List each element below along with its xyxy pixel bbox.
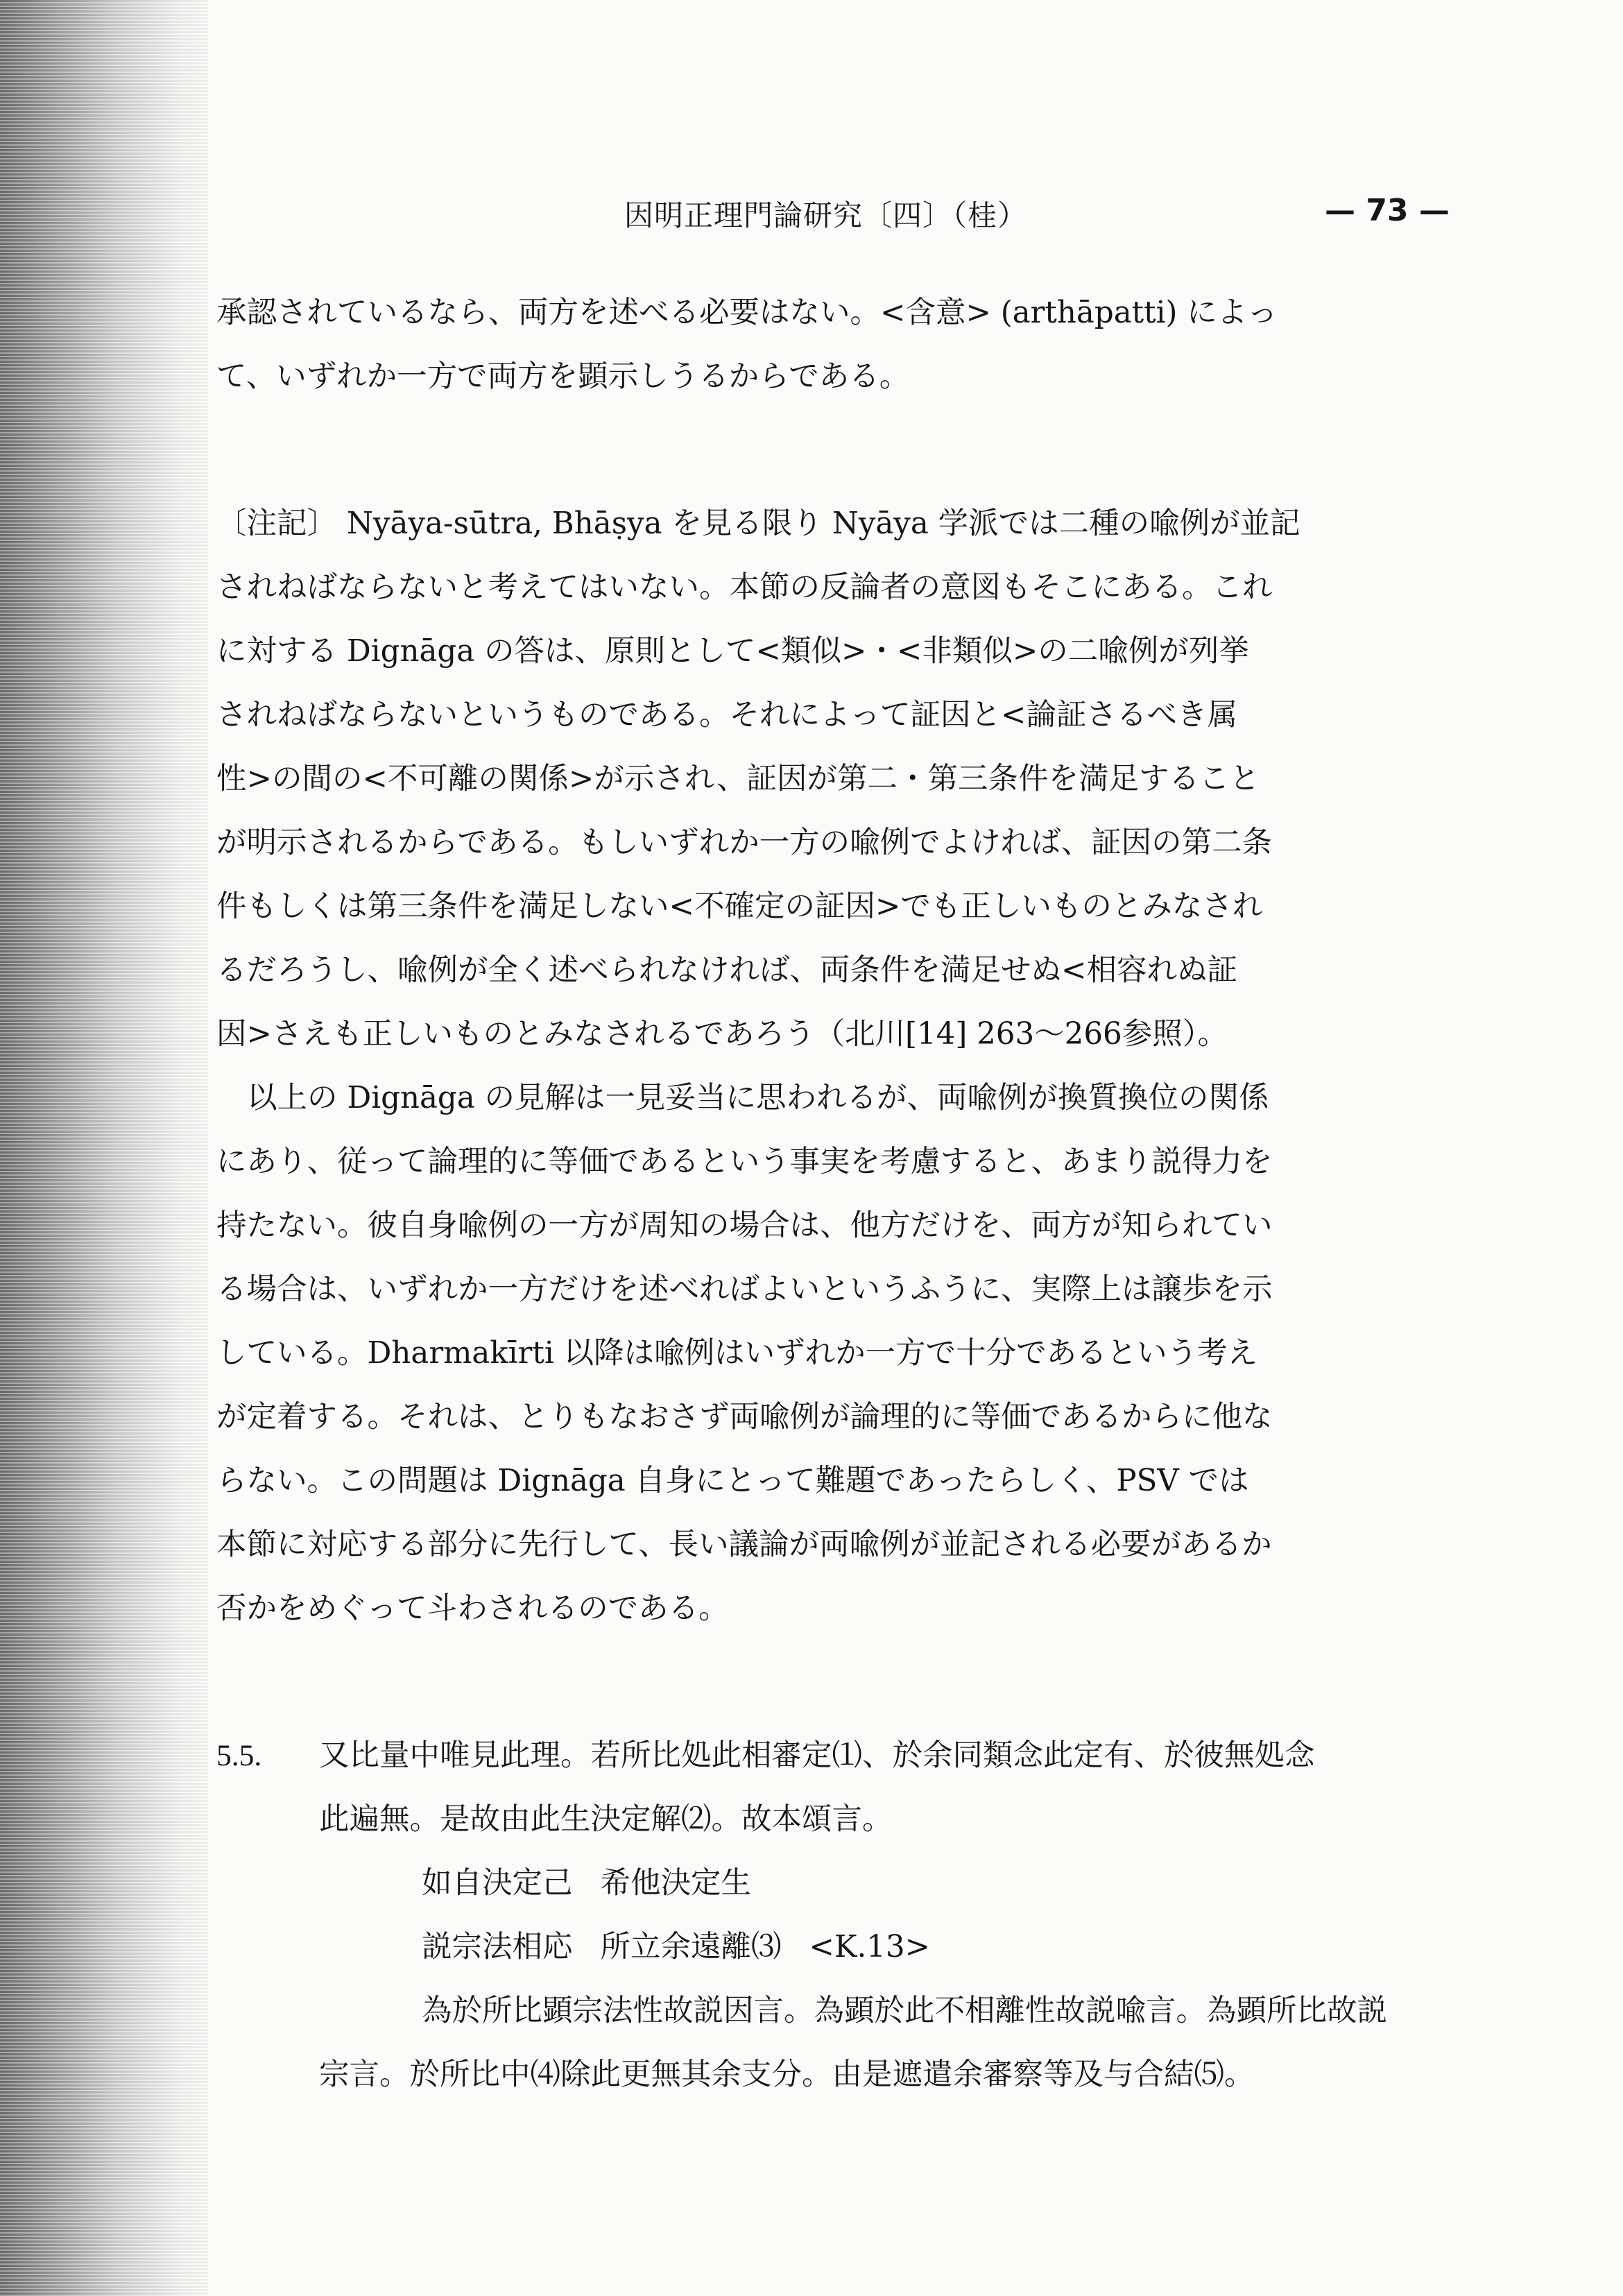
verse-pada: 希他決定生 — [600, 1866, 751, 1901]
body-text — [216, 281, 1451, 2107]
text-line: る場合は、いずれか一方だけを述べればよいというふうに、実際上は譲歩を示 — [216, 1272, 1273, 1307]
text-line: にあり、従って論理的に等価であるという事実を考慮すると、あまり説得力を — [216, 1145, 1273, 1179]
text-line: が定着する。それは、とりもなおさず両喩例が論理的に等価であるからに他な — [216, 1400, 1273, 1434]
section-5-5 — [216, 1724, 1451, 2107]
text-line: 承認されているなら、両方を述べる必要はない。<含意> (arthāpatti) によっ — [216, 295, 1278, 330]
text-line: されねばならないと考えてはいない。本節の反論者の意図もそこにある。これ — [216, 570, 1273, 605]
text-line: 宗言。於所比中⑷除此更無其余支分。由是遮遣余審察等及与合結⑸。 — [319, 2057, 1255, 2092]
page-number: — 73 — — [1325, 193, 1450, 228]
page-header — [0, 193, 1623, 241]
text-line: るだろうし、喩例が全く述べられなければ、両条件を満足せぬ<相容れぬ証 — [216, 953, 1237, 988]
text-line: て、いずれか一方で両方を顕示しうるからである。 — [216, 359, 910, 394]
text-line: している。Dharmakīrti 以降は喩例はいずれか一方で十分であるという考え — [216, 1336, 1258, 1371]
verse-reference: <K.13> — [809, 1930, 931, 1964]
text-line: 〔注記〕 Nyāya-sūtra, Bhāṣya を見る限り Nyāya 学派では二種の喩例が並記 — [216, 506, 1300, 541]
text-line: 持たない。彼自身喩例の一方が周知の場合は、他方だけを、両方が知られてい — [216, 1208, 1273, 1243]
text-line: されねばならないというものである。それによって証因と<論証さるべき属 — [216, 698, 1237, 733]
verse-line — [319, 1851, 751, 1915]
text-line: 本節に対応する部分に先行して、長い議論が両喩例が並記される必要があるか — [216, 1527, 1272, 1562]
text-line: が明示されるからである。もしいずれか一方の喩例でよければ、証因の第二条 — [216, 825, 1273, 860]
scan-shadow-edge — [0, 0, 208, 2296]
text-line: に対する Dignāga の答は、原則として<類似>・<非類似>の二喩例が列挙 — [216, 634, 1249, 669]
text-line: らない。この問題は Dignāga 自身にとって難題であったらしく、PSV では — [216, 1464, 1249, 1498]
text-line: 為於所比顕宗法性故説因言。為顕於此不相離性故説喩言。為顕所比故説 — [422, 1994, 1387, 2028]
section-number: 5.5. — [216, 1739, 262, 1772]
text-line: 性>の間の<不可離の関係>が示され、証因が第二・第三条件を満足すること — [216, 762, 1260, 796]
text-line: 件もしくは第三条件を満足しない<不確定の証因>でも正しいものとみなされ — [216, 889, 1263, 924]
running-head: 因明正理門論研究〔四〕（桂） — [624, 198, 1028, 232]
note-paragraph — [216, 492, 1451, 1066]
text-line: 此遍無。是故由此生決定解⑵。故本頌言。 — [319, 1802, 893, 1837]
verse-line — [319, 1915, 930, 1979]
discussion-paragraph — [216, 1066, 1451, 1640]
text-line: 否かをめぐって斗わされるのである。 — [216, 1591, 729, 1626]
paragraph-continuation — [216, 281, 1451, 409]
text-line: 因>さえも正しいものとみなされるであろう（北川[14] 263〜266参照）。 — [216, 1017, 1228, 1052]
verse-pada: 所立余遠離⑶ — [600, 1930, 782, 1964]
verse-pada: 説宗法相応 — [422, 1930, 573, 1964]
verse-pada: 如自決定己 — [422, 1866, 573, 1901]
text-line: 以上の Dignāga の見解は一見妥当に思われるが、両喩例が換質換位の関係 — [247, 1081, 1269, 1115]
text-line: 又比量中唯見此理。若所比処此相審定⑴、於余同類念此定有、於彼無処念 — [319, 1738, 1315, 1773]
